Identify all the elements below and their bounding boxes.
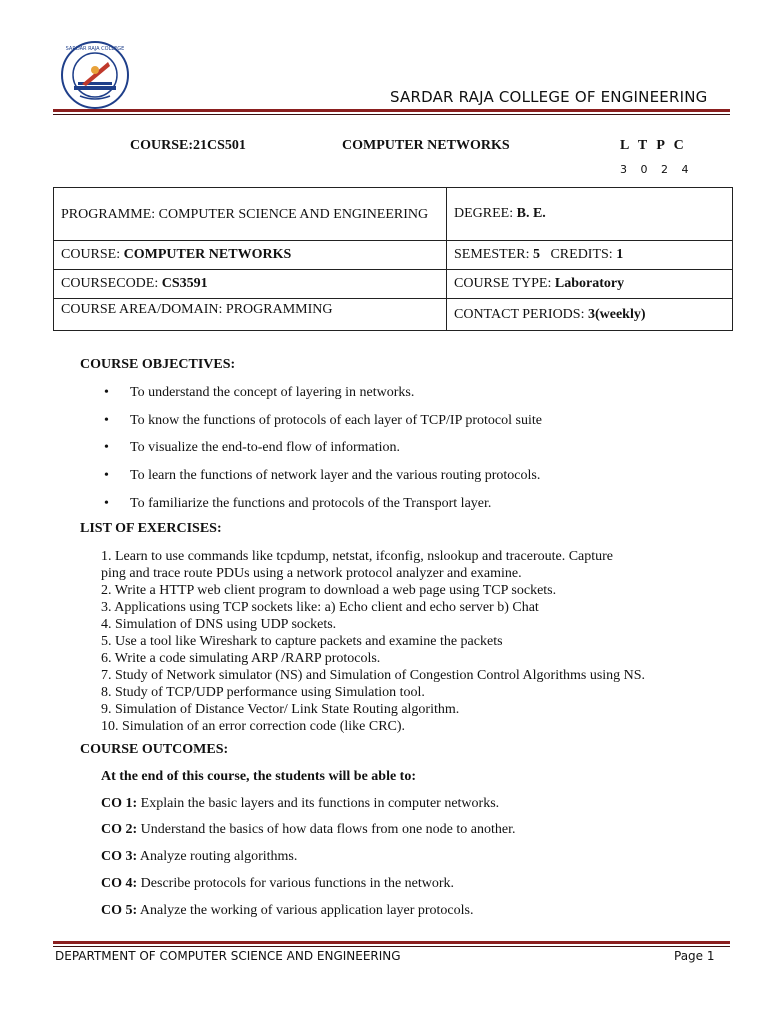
bullet: • [104, 495, 109, 511]
outcome-code: CO 3: [101, 849, 138, 864]
degree-value: B. E. [516, 206, 546, 221]
outcome-item [101, 796, 499, 812]
objective-text: To visualize the end-to-end flow of information. [130, 440, 400, 456]
objective-text: To understand the concept of layering in networks. [130, 385, 415, 400]
course-code-heading: COURSE:21CS501 [130, 138, 246, 153]
list-item [104, 439, 704, 467]
footer-department: DEPARTMENT OF COMPUTER SCIENCE AND ENGINEERING [55, 949, 401, 963]
course-title-heading: COMPUTER NETWORKS [342, 138, 510, 153]
outcomes-heading: COURSE OUTCOMES: [80, 742, 229, 757]
list-item [104, 412, 704, 440]
outcome-text: Understand the basics of how data flows from one node to another. [137, 822, 516, 837]
table-row [54, 241, 733, 270]
outcomes-intro: At the end of this course, the students will be able to: [101, 769, 416, 784]
list-item: ping and trace route PDUs using a network protocol analyzer and examine. [101, 566, 522, 581]
contact-label: CONTACT PERIODS: [454, 306, 588, 322]
table-row [54, 299, 733, 331]
outcome-code: CO 5: [101, 903, 138, 918]
contact-cell [447, 299, 733, 331]
objectives-list [104, 384, 704, 522]
area-domain-cell: COURSE AREA/DOMAIN: PROGRAMMING [54, 299, 447, 331]
list-item: 7. Study of Network simulator (NS) and Simulation of Congestion Control Algorithms using NS. [101, 668, 646, 683]
course-type-label: COURSE TYPE: [454, 276, 555, 291]
outcome-code: CO 2: [101, 822, 138, 837]
list-item: 5. Use a tool like Wireshark to capture packets and examine the packets [101, 634, 503, 649]
course-type-value: Laboratory [554, 276, 625, 291]
credits-value: 1 [616, 247, 624, 262]
outcome-text: Analyze the working of various application layer protocols. [137, 903, 474, 918]
college-name: SARDAR RAJA COLLEGE OF ENGINEERING [390, 88, 708, 106]
list-item: 10. Simulation of an error correction code (like CRC). [101, 719, 406, 734]
exercises-list [101, 548, 716, 735]
header-rule-thick [53, 109, 730, 112]
course-cell [54, 241, 447, 270]
bullet: • [104, 412, 109, 428]
list-item: 6. Write a code simulating ARP /RARP protocols. [101, 651, 381, 666]
outcome-text: Explain the basic layers and its functions in computer networks. [137, 796, 500, 811]
list-item: 9. Simulation of Distance Vector/ Link State Routing algorithm. [101, 702, 460, 717]
list-item [104, 467, 704, 495]
bullet: • [104, 468, 109, 484]
list-item [104, 495, 704, 523]
outcome-text: Describe protocols for various functions in the network. [137, 876, 455, 891]
list-item [104, 384, 704, 412]
ltpc-label: L T P C [620, 138, 687, 153]
coursecode-value: CS3591 [161, 276, 208, 291]
contact-value: 3(weekly) [587, 306, 646, 322]
exercises-heading: LIST OF EXERCISES: [80, 521, 222, 536]
course-type-cell [447, 270, 733, 299]
header-rule-thin [53, 114, 730, 115]
semester-credits-cell [447, 241, 733, 270]
degree-cell [447, 188, 733, 241]
outcome-item [101, 849, 297, 865]
outcome-item [101, 822, 515, 838]
svg-text:SARDAR RAJA COLLEGE: SARDAR RAJA COLLEGE [65, 46, 125, 52]
objectives-heading: COURSE OBJECTIVES: [80, 357, 236, 372]
ltpc-values: 3 0 2 4 [620, 163, 694, 176]
semester-value: 5 [532, 247, 540, 262]
outcome-item [101, 903, 473, 919]
table-row [54, 270, 733, 299]
outcome-code: CO 4: [101, 876, 138, 891]
bullet: • [104, 385, 109, 400]
outcome-text: Analyze routing algorithms. [137, 849, 298, 864]
page-number: Page 1 [674, 949, 715, 963]
bullet: • [104, 440, 109, 456]
outcome-code: CO 1: [101, 796, 138, 811]
coursecode-label: COURSECODE: [61, 276, 162, 291]
list-item: 3. Applications using TCP sockets like: a) Echo client and echo server b) Chat [101, 600, 539, 615]
objective-text: To learn the functions of network layer and the various routing protocols. [130, 468, 541, 484]
college-logo [60, 40, 130, 110]
coursecode-cell [54, 270, 447, 299]
table-row [54, 188, 733, 241]
course-value: COMPUTER NETWORKS [123, 247, 292, 262]
semester-label: SEMESTER: [454, 247, 533, 262]
degree-label: DEGREE: [454, 206, 517, 221]
outcome-item [101, 876, 454, 892]
objective-text: To familiarize the functions and protocols of the Transport layer. [130, 495, 492, 511]
list-item: 8. Study of TCP/UDP performance using Simulation tool. [101, 685, 425, 700]
course-label: COURSE: [61, 247, 124, 262]
footer-rule-thick [53, 941, 730, 944]
list-item: 2. Write a HTTP web client program to download a web page using TCP sockets. [101, 583, 557, 598]
course-info-table [53, 187, 733, 331]
objective-text: To know the functions of protocols of each layer of TCP/IP protocol suite [130, 412, 542, 428]
list-item: 1. Learn to use commands like tcpdump, netstat, ifconfig, nslookup and traceroute. Capture [101, 549, 614, 564]
list-item: 4. Simulation of DNS using UDP sockets. [101, 617, 337, 632]
credits-label: CREDITS: [550, 247, 617, 262]
footer-rule-thin [53, 946, 730, 947]
programme-cell: PROGRAMME: COMPUTER SCIENCE AND ENGINEERING [54, 188, 447, 241]
